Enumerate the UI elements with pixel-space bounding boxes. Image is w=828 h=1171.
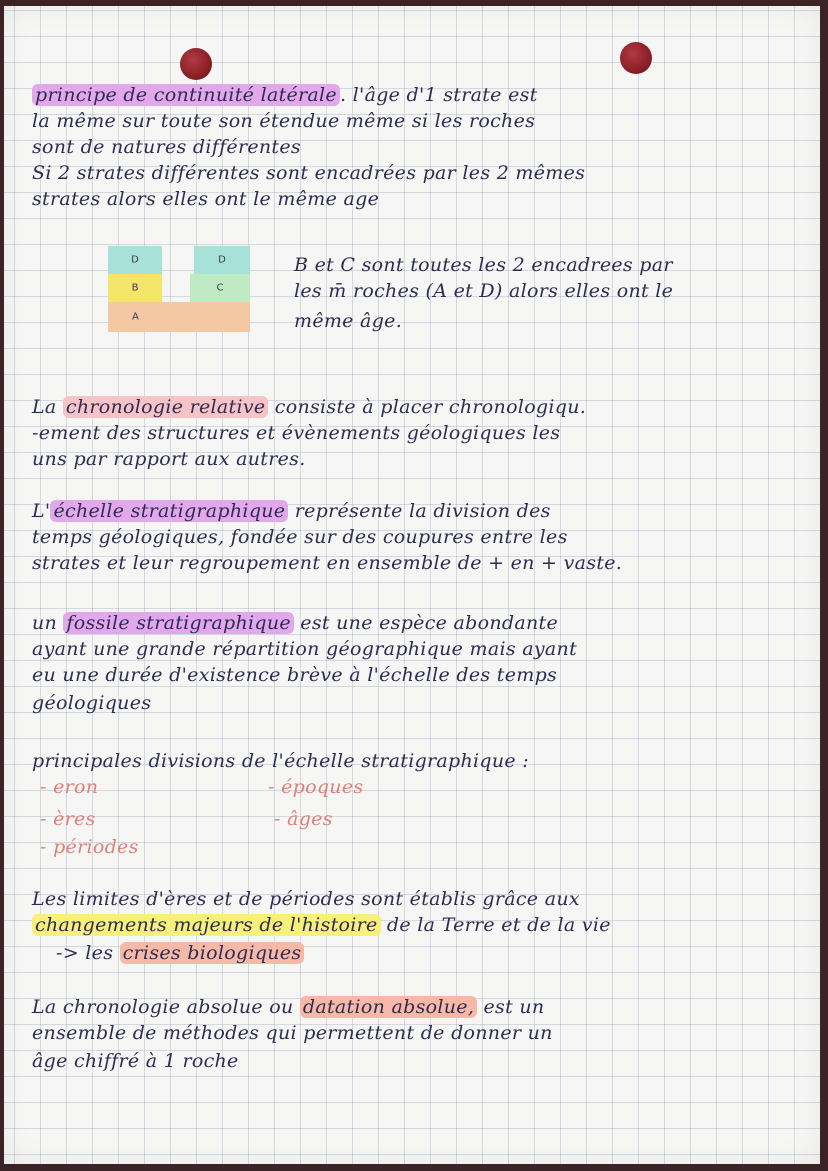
scale-line-3: strates et leur regroupement en ensemble de + en + vaste. xyxy=(32,552,623,574)
division-eres xyxy=(40,806,260,832)
relative-line-1 xyxy=(32,394,822,420)
scale-line-1 xyxy=(32,498,822,524)
scale-line-1-pre: L' xyxy=(32,500,51,522)
stratum-a-label: A xyxy=(132,311,139,323)
fossil-line-2: ayant une grande répartition géographique mais ayant xyxy=(32,638,578,660)
division-eon-label: eron xyxy=(53,776,99,798)
crises-term: crises biologiques xyxy=(120,942,305,964)
diagram-caption-1: B et C sont toutes les 2 encadrees par xyxy=(294,254,673,276)
stratum-c xyxy=(190,274,250,302)
relative-line-2: -ement des structures et évènements géologiques les xyxy=(32,422,561,444)
fossil-line-1-pre: un xyxy=(32,612,58,634)
relative-line-1-rest: consiste à placer chronologiqu. xyxy=(274,396,587,418)
relative-line-1-pre: La xyxy=(32,396,57,418)
relative-term: chronologie relative xyxy=(63,396,269,418)
absolute-line-1 xyxy=(32,994,822,1020)
stratum-d-left-label: D xyxy=(131,254,139,266)
limits-line-1: Les limites d'ères et de périodes sont établis grâce aux xyxy=(32,888,580,910)
dash-2: - xyxy=(268,776,275,798)
division-epoques-label: époques xyxy=(281,776,364,798)
limits-line-3-pre: -> les xyxy=(56,942,114,964)
relative-line-3: uns par rapport aux autres. xyxy=(32,448,306,470)
scale-line-1-rest: représente la division des xyxy=(294,500,551,522)
absolute-line-3: âge chiffré à 1 roche xyxy=(32,1050,239,1072)
dash-5: - xyxy=(40,836,47,858)
binder-hole-right xyxy=(620,42,652,74)
division-ages-label: âges xyxy=(287,808,333,830)
division-ages xyxy=(274,806,574,832)
scale-term: échelle stratigraphique xyxy=(50,500,288,522)
fossil-line-3: eu une durée d'existence brève à l'échelle des temps xyxy=(32,664,558,686)
absolute-line-1-rest: est un xyxy=(483,996,545,1018)
fossil-term: fossile stratigraphique xyxy=(63,612,294,634)
principle-line-5: strates alors elles ont le même age xyxy=(32,188,380,210)
principle-line-1-rest: . l'âge d'1 strate est xyxy=(339,84,538,106)
absolute-term: datation absolue, xyxy=(300,996,477,1018)
stratum-a xyxy=(108,302,250,332)
binder-hole-left xyxy=(180,48,212,80)
limits-line-2-rest: de la Terre et de la vie xyxy=(386,914,611,936)
stratum-b-label: B xyxy=(131,282,139,294)
division-epoques xyxy=(268,774,568,800)
division-periodes-label: périodes xyxy=(53,836,139,858)
stratum-d-right xyxy=(194,246,250,274)
stratum-c-label: C xyxy=(216,282,224,294)
dash-3: - xyxy=(40,808,47,830)
absolute-line-1-pre: La chronologie absolue ou xyxy=(32,996,294,1018)
divisions-title: principales divisions de l'échelle stratigraphique : xyxy=(32,750,530,772)
notebook-page xyxy=(4,6,820,1164)
strata-diagram xyxy=(108,246,250,332)
fossil-line-1 xyxy=(32,610,822,636)
principle-line-4: Si 2 strates différentes sont encadrées par les 2 mêmes xyxy=(32,162,586,184)
stratum-d-left xyxy=(108,246,162,274)
limits-term: changements majeurs de l'histoire xyxy=(32,914,381,936)
dash-1: - xyxy=(40,776,47,798)
diagram-caption-2: les m̄ roches (A et D) alors elles ont le xyxy=(294,280,674,302)
fossil-line-4: géologiques xyxy=(32,692,152,714)
division-eon xyxy=(40,774,260,800)
limits-line-3 xyxy=(56,940,828,966)
principle-term: principe de continuité latérale xyxy=(32,84,340,106)
division-periodes xyxy=(40,834,260,860)
fossil-line-1-rest: est une espèce abondante xyxy=(300,612,559,634)
absolute-line-2: ensemble de méthodes qui permettent de donner un xyxy=(32,1022,553,1044)
principle-line-3: sont de natures différentes xyxy=(32,136,301,158)
diagram-caption-3: même âge. xyxy=(294,310,403,332)
stratum-b xyxy=(108,274,162,302)
principle-line-2: la même sur toute son étendue même si les roches xyxy=(32,110,536,132)
principle-line-1 xyxy=(32,82,822,108)
limits-line-2 xyxy=(32,912,822,938)
stratum-d-right-label: D xyxy=(218,254,226,266)
division-eres-label: ères xyxy=(53,808,96,830)
scale-line-2: temps géologiques, fondée sur des coupures entre les xyxy=(32,526,568,548)
dash-4: - xyxy=(274,808,281,830)
